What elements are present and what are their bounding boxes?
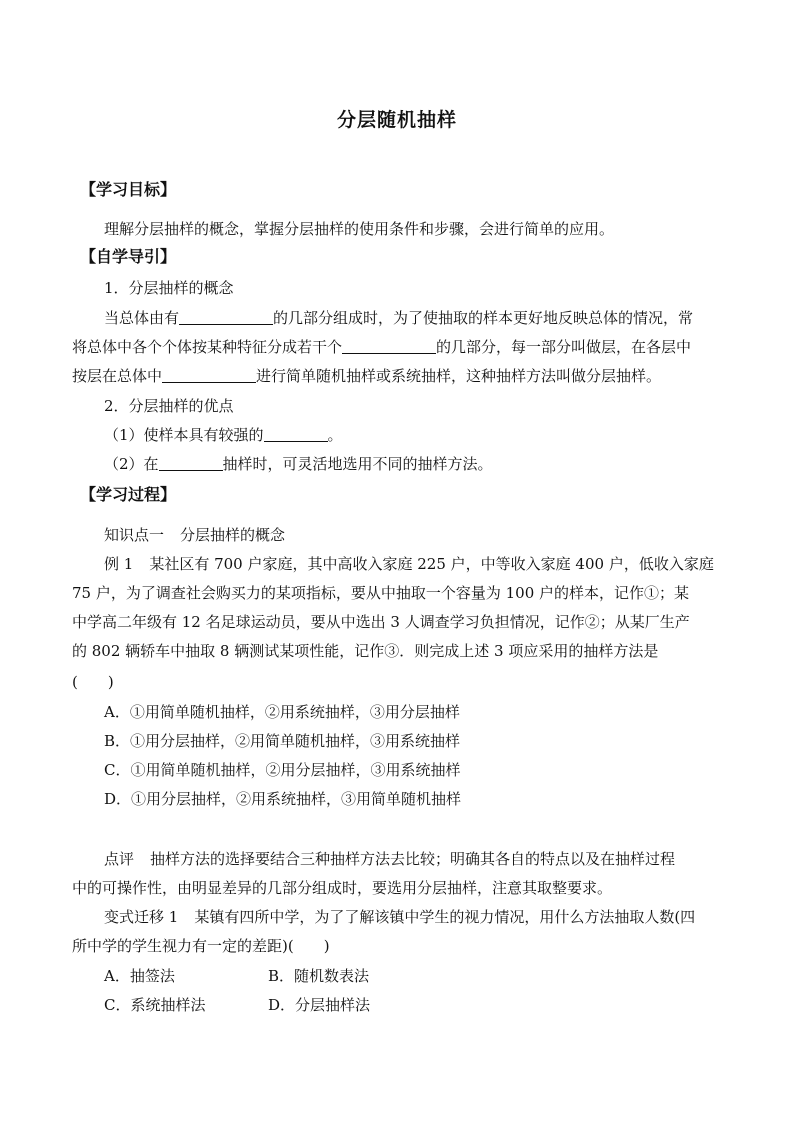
- comment-line2: 中的可操作性，由明显差异的几部分组成时，要选用分层抽样，注意其取整要求。: [72, 879, 613, 897]
- text-segment: 。: [327, 426, 343, 444]
- guide-heading: 【自学导引】: [80, 247, 177, 266]
- text-segment: 按层在总体中: [72, 367, 163, 385]
- fill-blank[interactable]: [162, 368, 256, 383]
- guide-paragraph-line1: [104, 308, 693, 328]
- answer-paren: ( ): [72, 673, 114, 691]
- text-segment: 的几部分组成时，为了使抽取的样本更好地反映总体的情况，常: [273, 309, 694, 327]
- text-segment: （2）在: [104, 455, 159, 473]
- objectives-text: 理解分层抽样的概念，掌握分层抽样的使用条件和步骤，会进行简单的应用。: [104, 220, 615, 238]
- comment-line1: [104, 849, 675, 869]
- variant-line2: 所中学的学生视力有一定的差距)( ): [72, 937, 330, 955]
- variant-option-d: D．分层抽样法: [268, 996, 371, 1014]
- option-b: B．①用分层抽样，②用简单随机抽样，③用系统抽样: [104, 732, 461, 750]
- example-line1: [104, 554, 714, 574]
- variant-line1: [104, 907, 695, 927]
- option-d: D．①用分层抽样，②用系统抽样，③用简单随机抽样: [104, 790, 462, 808]
- text-segment: 当总体由有: [104, 309, 180, 327]
- example-line2: 75 户，为了调查社会购买力的某项指标，要从中抽取一个容量为 100 户的样本，记作①；某: [72, 584, 690, 602]
- guide-sub1: [104, 425, 343, 445]
- text-segment: 抽样方法的选择要结合三种抽样方法去比较；明确其各自的特点以及在抽样过程: [150, 850, 676, 868]
- fill-blank[interactable]: [159, 456, 223, 471]
- text-segment: 某社区有 700 户家庭，其中高收入家庭 225 户，中等收入家庭 400 户，低收入家庭: [149, 555, 714, 573]
- text-segment: 进行简单随机抽样或系统抽样，这种抽样方法叫做分层抽样。: [256, 367, 662, 385]
- objectives-heading: 【学习目标】: [80, 180, 177, 199]
- page-title: 分层随机抽样: [336, 109, 457, 131]
- fill-blank[interactable]: [342, 339, 436, 354]
- process-heading: 【学习过程】: [80, 485, 177, 504]
- comment-tag: 点评: [104, 850, 135, 868]
- example-line3: 中学高二年级有 12 名足球运动员，要从中选出 3 人调查学习负担情况，记作②；从某厂生产: [72, 613, 690, 631]
- variant-options-row2: [104, 995, 604, 1015]
- knowledge-point-line: [104, 525, 285, 545]
- variant-options-row1: [104, 966, 604, 986]
- text-segment: 某镇有四所中学，为了了解该镇中学生的视力情况，用什么方法抽取人数(四: [194, 908, 696, 926]
- variant-option-b: B．随机数表法: [268, 967, 370, 985]
- variant-option-c: C．系统抽样法: [104, 996, 206, 1014]
- knowledge-tag: 知识点一: [104, 526, 165, 544]
- guide-paragraph-line2: [72, 337, 691, 357]
- fill-blank[interactable]: [264, 427, 328, 442]
- fill-blank[interactable]: [179, 310, 273, 325]
- guide-sub2: [104, 454, 493, 474]
- guide-paragraph-line3: [72, 366, 661, 386]
- variant-option-a: A．抽签法: [104, 967, 175, 985]
- text-segment: 的几部分，每一部分叫做层，在各层中: [436, 338, 692, 356]
- example-tag: 例 1: [104, 555, 134, 573]
- text-segment: （1）使样本具有较强的: [104, 426, 264, 444]
- knowledge-title: 分层抽样的概念: [180, 526, 286, 544]
- guide-item1-title: 1．分层抽样的概念: [104, 279, 234, 297]
- option-c: C．①用简单随机抽样，②用分层抽样，③用系统抽样: [104, 761, 461, 779]
- guide-item2-title: 2．分层抽样的优点: [104, 397, 234, 415]
- example-line4: 的 802 辆轿车中抽取 8 辆测试某项性能，记作③．则完成上述 3 项应采用的抽样方法是: [72, 642, 659, 660]
- text-segment: 抽样时，可灵活地选用不同的抽样方法。: [222, 455, 493, 473]
- option-a: A．①用简单随机抽样，②用系统抽样，③用分层抽样: [104, 703, 460, 721]
- variant-tag: 变式迁移 1: [104, 908, 179, 926]
- text-segment: 将总体中各个个体按某种特征分成若干个: [72, 338, 343, 356]
